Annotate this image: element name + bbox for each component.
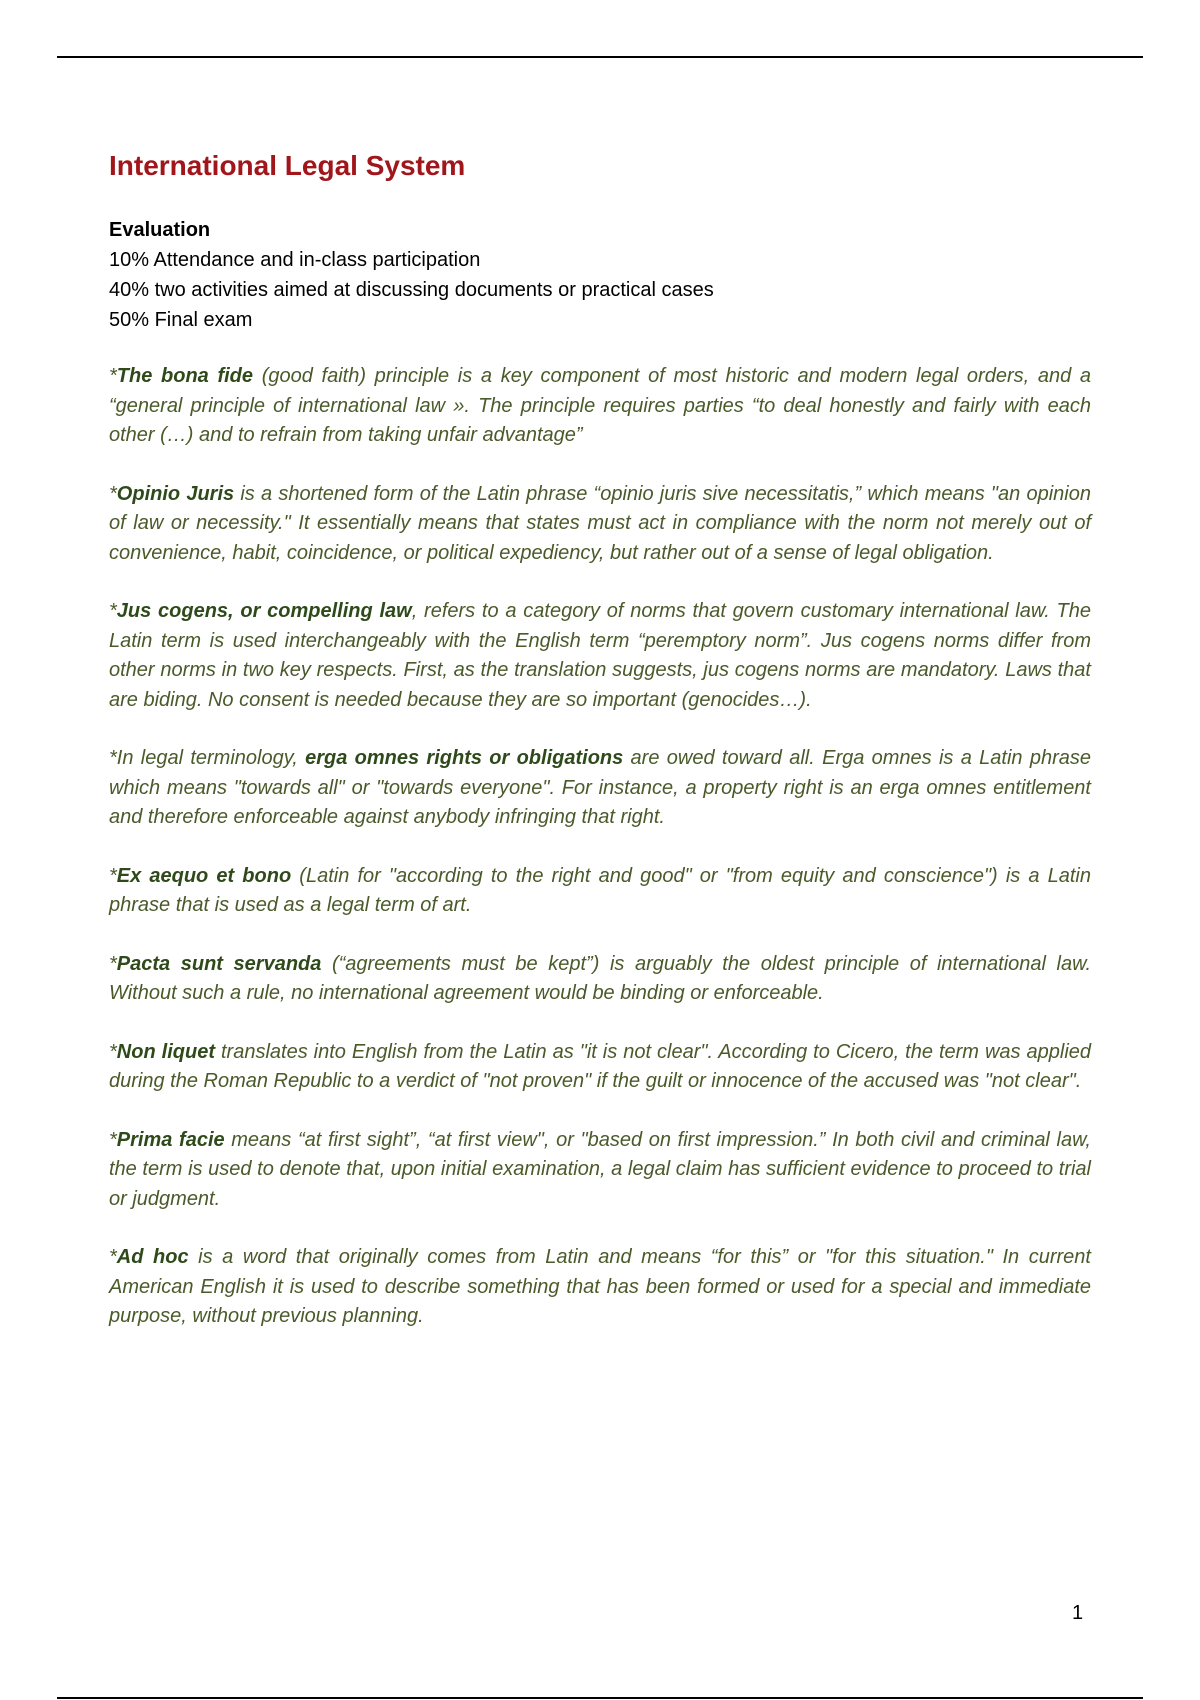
definition-term: erga omnes rights or obligations bbox=[305, 747, 624, 769]
evaluation-item: 40% two activities aimed at discussing documents or practical cases bbox=[109, 279, 714, 301]
definition-prefix: * bbox=[109, 365, 117, 387]
definition-text: is a shortened form of the Latin phrase “opinio juris sive necessitatis,” which means "an opinion of law or necessity." It essentially means that states must act in compliance with the norm not merely out of convenience, habit, coincidence, or political expediency, but rather out of a sense of legal obligation. bbox=[109, 482, 1091, 564]
definition-text: is a word that originally comes from Latin and means “for this” or "for this situation." In current American English it is used to describe something that has been formed or used for a special and immediate purpose, without previous planning. bbox=[109, 1246, 1091, 1327]
definition-term: Ex aequo et bono bbox=[116, 864, 292, 887]
evaluation-item: 50% Final exam bbox=[109, 309, 253, 331]
definition-ad-hoc bbox=[109, 1243, 1091, 1332]
evaluation-section bbox=[109, 215, 1091, 335]
definition-non-liquet bbox=[109, 1038, 1091, 1097]
definition-prefix: *In legal terminology, bbox=[109, 747, 306, 769]
definition-text: are owed toward all. Erga omnes is a Latin phrase which means "towards all" or "towards everyone". For instance, a property right is an erga omnes entitlement and therefore enforceable against anybody infringing that right. bbox=[109, 747, 1091, 828]
document-body bbox=[109, 146, 1091, 1361]
definition-term: Prima facie bbox=[116, 1128, 225, 1151]
definition-jus-cogens bbox=[109, 597, 1091, 715]
definition-term: Jus cogens, or compelling law bbox=[116, 600, 412, 622]
definition-bona-fide bbox=[109, 362, 1091, 451]
definition-term: Pacta sunt servanda bbox=[116, 952, 322, 975]
page-title: International Legal System bbox=[109, 150, 466, 181]
definition-term: Ad hoc bbox=[116, 1246, 189, 1268]
definition-prefix: * bbox=[109, 1246, 117, 1268]
definition-pacta-sunt-servanda bbox=[109, 950, 1091, 1009]
definition-prima-facie bbox=[109, 1126, 1091, 1215]
page-number: 1 bbox=[1072, 1602, 1084, 1624]
definition-ex-aequo-et-bono bbox=[109, 862, 1091, 921]
evaluation-heading: Evaluation bbox=[109, 219, 211, 241]
evaluation-item: 10% Attendance and in-class participation bbox=[109, 249, 481, 271]
definition-prefix: * bbox=[109, 600, 117, 622]
definition-text: translates into English from the Latin as "it is not clear". According to Cicero, the term was applied during the Roman Republic to a verdict of "not proven" if the guilt or innocence of the accused was "not clear". bbox=[109, 1040, 1092, 1092]
definition-text: (good faith) principle is a key component of most historic and modern legal orders, and a “general principle of international law ». The principle requires parties “to deal honestly and fairly with each other (…) and to refrain from taking unfair advantage” bbox=[109, 365, 1092, 446]
definition-term: The bona fide bbox=[116, 365, 254, 387]
definition-opinio-juris bbox=[109, 480, 1091, 569]
footer-rule bbox=[57, 1697, 1143, 1699]
definition-erga-omnes bbox=[109, 744, 1091, 833]
definition-prefix: * bbox=[109, 1040, 117, 1063]
definition-term: Non liquet bbox=[116, 1040, 215, 1063]
definition-prefix: * bbox=[109, 952, 117, 975]
header-rule bbox=[57, 56, 1143, 58]
definition-prefix: * bbox=[109, 1128, 117, 1151]
definition-prefix: * bbox=[109, 482, 117, 505]
definition-prefix: * bbox=[109, 864, 117, 887]
definition-term: Opinio Juris bbox=[116, 482, 235, 505]
definition-text: means “at first sight”, “at first view", or "based on first impression.” In both civil and criminal law, the term is used to denote that, upon initial examination, a legal claim has sufficient evidence to proceed to trial or judgment. bbox=[109, 1128, 1091, 1210]
definition-text: (“agreements must be kept”) is arguably the oldest principle of international law. Without such a rule, no international agreement would be binding or enforceable. bbox=[109, 952, 1092, 1004]
definition-text: (Latin for "according to the right and good" or "from equity and conscience") is a Latin phrase that is used as a legal term of art. bbox=[109, 864, 1091, 916]
definition-text: , refers to a category of norms that govern customary international law. The Latin term is used interchangeably with the English term “peremptory norm”. Jus cogens norms differ from other norms in two key respects. First, as the translation suggests, jus cogens norms are mandatory. Laws that are biding. No consent is needed because they are so important (genocides…). bbox=[109, 600, 1092, 711]
